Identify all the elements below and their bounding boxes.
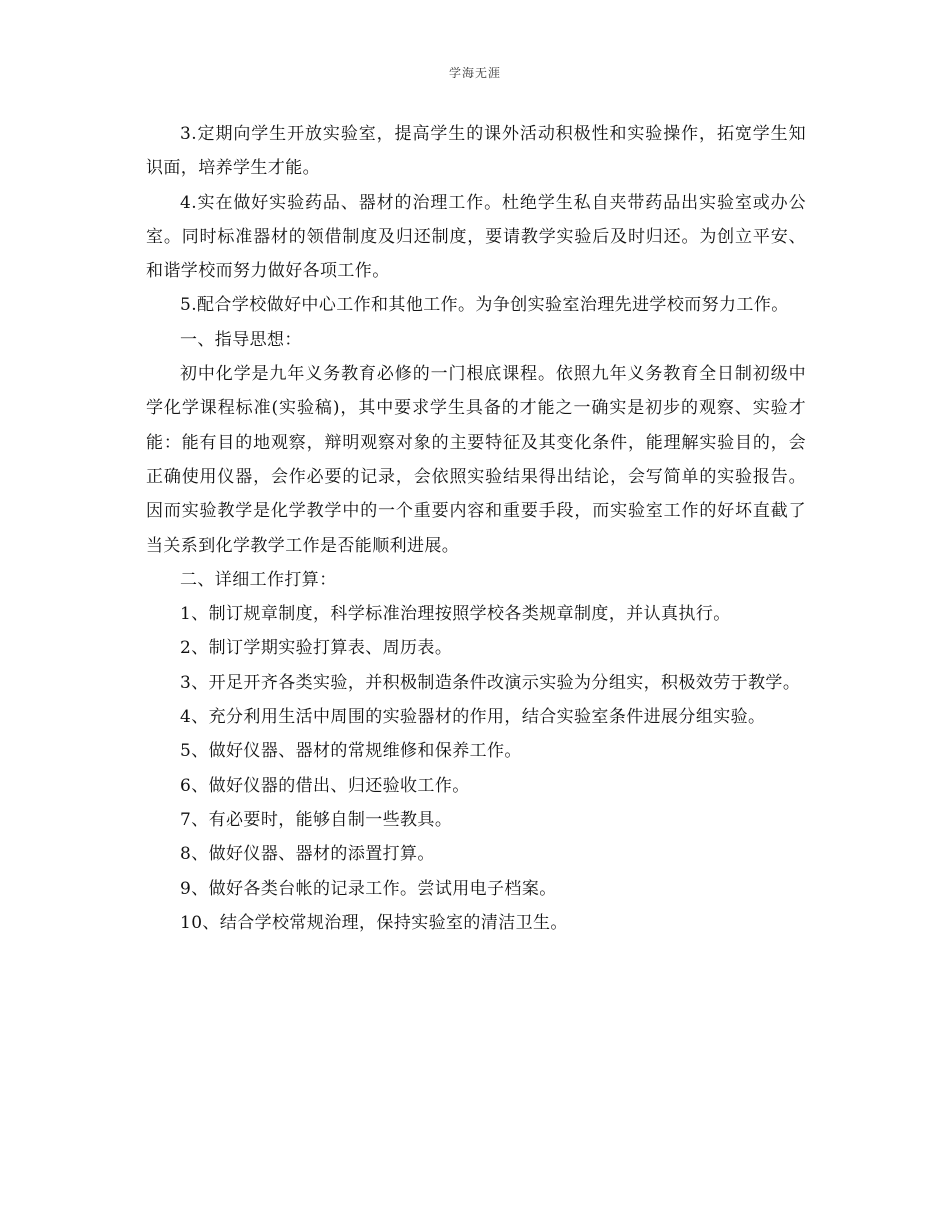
paragraph-item-3: 3.定期向学生开放实验室，提高学生的课外活动积极性和实验操作，拓宽学生知识面，培养学生才能。 [146,124,806,179]
section-heading-work-plan: 二、详细工作打算： [180,569,337,590]
plan-item-10: 10、结合学校常规治理，保持实验室的清洁卫生。 [180,912,568,933]
plan-item-7: 7、有必要时，能够自制一些教具。 [180,809,453,830]
paragraph-item-5: 5.配合学校做好中心工作和其他工作。为争创实验室治理先进学校而努力工作。 [180,295,789,316]
section-heading-guiding-thought: 一、指导思想： [180,329,302,350]
plan-item-4: 4、充分利用生活中周围的实验器材的作用，结合实验室条件进展分组实验。 [180,707,766,728]
document-body [146,117,806,940]
plan-item-5: 5、做好仪器、器材的常规维修和保养工作。 [180,741,522,762]
plan-item-8: 8、做好仪器、器材的添置打算。 [180,844,435,865]
paragraph-guiding-thought: 初中化学是九年义务教育必修的一门根底课程。依照九年义务教育全日制初级中学化学课程标准(实验稿)，其中要求学生具备的才能之一确实是初步的观察、实验才能：能有目的地观察，辩明观察对象的主要特征及其变化条件，能理解实验目的，会正确使用仪器，会作必要的记录，会依照实验结果得出结论，会写简单的实验报告。因而实验教学是化学教学中的一个重要内容和重要手段，而实验室工作的好坏直截了当关系到化学教学工作是否能顺利进展。 [146,364,806,556]
paragraph-item-4: 4.实在做好实验药品、器材的治理工作。杜绝学生私自夹带药品出实验室或办公室。同时标准器材的领借制度及归还制度，要请教学实验后及时归还。为创立平安、和谐学校而努力做好各项工作。 [146,192,806,282]
plan-item-3: 3、开足开齐各类实验，并积极制造条件改演示实验为分组实，积极效劳于教学。 [180,672,801,693]
plan-item-1: 1、制订规章制度，科学标准治理按照学校各类规章制度，并认真执行。 [180,604,731,625]
plan-item-6: 6、做好仪器的借出、归还验收工作。 [180,775,470,796]
page-header: 学海无涯 [448,66,501,80]
plan-item-2: 2、制订学期实验打算表、周历表。 [180,638,453,659]
plan-item-9: 9、做好各类台帐的记录工作。尝试用电子档案。 [180,878,557,899]
